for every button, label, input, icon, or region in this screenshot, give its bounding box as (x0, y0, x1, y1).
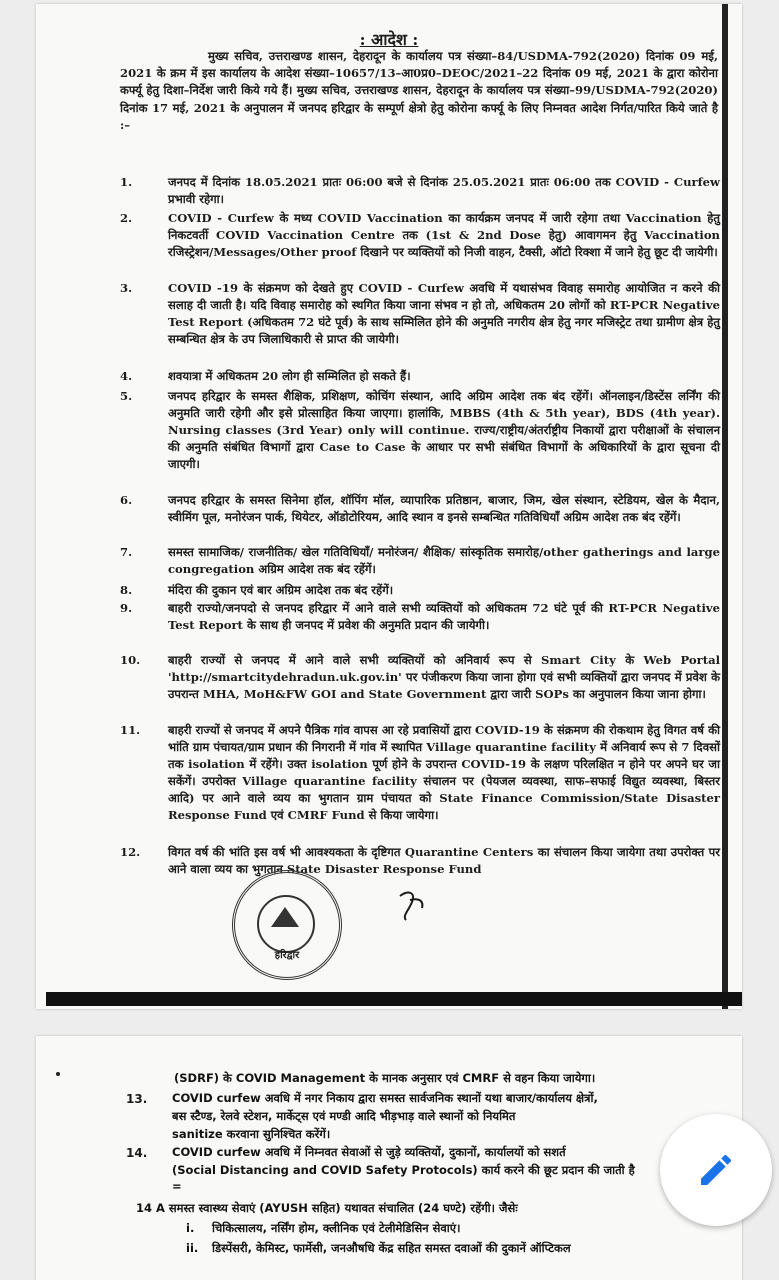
scan-dot (56, 1072, 60, 1076)
item-number: 13. (126, 1092, 148, 1106)
item-text: जनपद हरिद्वार के समस्त शैक्षिक, प्रशिक्षण, कोचिंग संस्थान, आदि अग्रिम आदेश तक बंद रहेंगें। ऑनलाइन/डिस्टेंस लर्निंग की अनुमति जारी रहेगी और इसे प्रोत्साहित किया जाएगा। हालांकि, MBBS (4th & 5th year), BDS (4th year). Nursing classes (3rd Year) only will continue. राज्य/राष्ट्रीय/अंतर्राष्ट्रीय निकायों द्वारा परीक्षाओं के संचालन की अनुमति संबंधित विभागों द्वारा Case to Case के आधार पर सभी संबंधित विभागों के अधिकारियों के द्वारा सूचना दी जाएगी। (168, 389, 720, 471)
page-edge-shadow (722, 4, 728, 1009)
item-number: 12. (120, 845, 141, 859)
seal-city-label: हरिद्वार (274, 950, 300, 961)
item-14-line-1: COVID curfew अवधि में निम्नवत सेवाओं से जुड़े व्यक्तियों, दुकानों, कार्यालयों को सशर्त (172, 1145, 566, 1159)
item-number: 7. (120, 545, 133, 559)
item-number: 3. (120, 281, 133, 295)
item-text: जनपद में दिनांक 18.05.2021 प्रातः 06:00 बजे से दिनांक 25.05.2021 प्रातः 06:00 तक COVID - Curfew प्रभावी रहेगा। (168, 175, 720, 206)
signature-mark (394, 886, 434, 926)
item-14-line-3: = (172, 1179, 182, 1193)
scan-bottom-bar (46, 992, 742, 1006)
item-number: 8. (120, 583, 133, 597)
item-14-line-2: (Social Distancing and COVID Safety Protocols) कार्य करने की छूट प्रदान की जाती है (172, 1163, 635, 1177)
item-13-line-3: sanitize करवाना सुनिश्चित करेंगें। (172, 1127, 331, 1141)
sub-item-number: i. (186, 1221, 195, 1235)
item-number: 4. (120, 369, 133, 383)
item-text: जनपद हरिद्वार के समस्त सिनेमा हॉल, शॉपिंग मॉल, व्यापारिक प्रतिष्ठान, बाजार, जिम, खेल संस्थान, स्टेडियम, खेल के मैदान, स्वीमिंग पूल, मनोरंजन पार्क, थियेटर, ऑडोटोरियम, आदि स्थान व इनसे सम्बन्धित गतिविधियाँ अग्रिम आदेश तक बंद रहेंगें। (168, 493, 720, 524)
official-seal-stamp (232, 870, 342, 980)
order-intro: मुख्य सचिव, उत्तराखण्ड शासन, देहरादून के कार्यालय पत्र संख्या–84/USDMA-792(2020) दिनांक 09 मई, 2021 के क्रम में इस कार्यालय के आदेश संख्या–10657/13–आ0प्र0–DEOC/2021–22 दिनांक 09 मई, 2021 के द्वारा कोरोना कर्फ्यू हेतु दिशा–निर्देश जारी किये गये हैं। मुख्य सचिव, उत्तराखण्ड शासन, देहरादून के कार्यालय पत्र संख्या–99/USDMA-792(2020) दिनांक 17 मई, 2021 के अनुपालन में जनपद हरिद्वार के सम्पूर्ण क्षेत्रो हेतु कोरोना कर्फ्यू के लिए निम्नवत आदेश निर्गत/पारित किये जाते है :– (120, 49, 718, 132)
order-title: : आदेश : (359, 30, 419, 49)
sub-item-number: ii. (186, 1241, 199, 1255)
item-text: बाहरी राज्यो/जनपदो से जनपद हरिद्वार में आने वाले सभी व्यक्तियों को अधिकतम 72 घंटे पूर्व की RT-PCR Negative Test Report के साथ ही जनपद में प्रवेश की अनुमति प्रदान की जायेगी। (168, 601, 720, 632)
item-number: 6. (120, 493, 133, 507)
document-page-2 (36, 1036, 742, 1280)
item-text: समस्त सामाजिक/ राजनीतिक/ खेल गतिविधियाँ/ मनोरंजन/ शैक्षिक/ सांस्कृतिक समारोह/other gatherings and large congregation अग्रिम आदेश तक बंद रहेंगें। (168, 545, 720, 576)
item-number: 1. (120, 175, 133, 189)
edit-pencil-icon (696, 1150, 736, 1190)
item-text: विगत वर्ष की भांति इस वर्ष भी आवश्यकता के दृष्टिगत Quarantine Centers का संचालन किया जायेगा तथा उपरोक्त पर आने वाला व्यय का भुगतान State Disaster Response Fund (168, 845, 720, 876)
seal-emblem-icon (271, 907, 299, 927)
document-page-1 (36, 4, 742, 1009)
item-number: 5. (120, 389, 133, 403)
item-text: COVID -19 के संक्रमण को देखते हुए COVID - Curfew अवधि में यथासंभव विवाह समारोह आयोजित न करने की सलाह दी जाती है। यदि विवाह समारोह को स्थगित किया जाना संभव न हो तो, अधिकतम 20 लोगों को RT-PCR Negative Test Report (अधिकतम 72 घंटे पूर्व) के साथ सम्मिलित होने की अनुमति नगरीय क्षेत्र हेतु नगर मजिस्ट्रेट तथा ग्रामीण क्षेत्र हेतु सम्बन्धित क्षेत्र के उप जिलाधिकारी से प्राप्त की जायेगी। (168, 281, 720, 346)
item-number: 10. (120, 653, 141, 667)
item-14A: 14 A समस्त स्वास्थ्य सेवाएं (AYUSH सहित) यथावत संचालित (24 घण्टे) रहेंगी। जैसेः (136, 1201, 518, 1215)
continuation-line: (SDRF) के COVID Management के मानक अनुसार एवं CMRF से वहन किया जायेगा। (174, 1071, 596, 1085)
item-13-line-1: COVID curfew अवधि में नगर निकाय द्वारा समस्त सार्वजनिक स्थानों यथा बाजार/कार्यालय क्षेत्रों, (172, 1091, 598, 1105)
item-text: मंदिरा की दुकान एवं बार अग्रिम आदेश तक बंद रहेंगें। (168, 583, 394, 597)
item-13-line-2: बस स्टैण्ड, रेलवे स्टेशन, मार्केट्स एवं मण्डी आदि भीड़भाड़ वाले स्थानों को नियमित (172, 1109, 516, 1123)
item-text: बाहरी राज्यों से जनपद में आने वाले सभी व्यक्तियों को अनिवार्य रूप से Smart City के Web Portal 'http://smartcitydehradun.uk.gov.in' पर पंजीकरण किया जाना होगा एवं सभी व्यक्तियों द्वारा जनपद में प्रवेश के उपरान्त MHA, MoH&FW GOI and State Government द्वारा जारी SOPs का अनुपालन किया जाना होगा। (168, 653, 720, 701)
item-number: 14. (126, 1146, 148, 1160)
item-text: COVID - Curfew के मध्य COVID Vaccination का कार्यक्रम जनपद में जारी रहेगा तथा Vaccination हेतु निकटवर्ती COVID Vaccination Centre तक (1st & 2nd Dose हेतु) आवागमन हेतु Vaccination रजिस्ट्रेशन/Messages/Other proof दिखाने पर व्यक्तियों को निजी वाहन, टैक्सी, ऑटो रिक्शा में जाने हेतु छूट दी जायेगी। (168, 211, 720, 259)
sub-item-i: चिकित्सालय, नर्सिंग होम, क्लीनिक एवं टेलीमेडिसिन सेवाएं। (212, 1221, 461, 1235)
sub-item-ii: डिस्पेंसरी, केमिस्ट, फार्मेसी, जनऔषधि केंद्र सहित समस्त दवाओं की दुकानें ऑप्टिकल (212, 1241, 571, 1255)
edit-fab-button[interactable] (660, 1114, 772, 1226)
item-number: 2. (120, 211, 133, 225)
item-number: 9. (120, 601, 133, 615)
item-text: शवयात्रा में अधिकतम 20 लोग ही सम्मिलित हो सकते हैं। (168, 369, 411, 383)
item-number: 11. (120, 723, 141, 737)
item-text: बाहरी राज्यों से जनपद में अपने पैत्रिक गांव वापस आ रहे प्रवासियों द्वारा COVID-19 के संक्रमण की रोकथाम हेतु विगत वर्ष की भांति ग्राम पंचायत/ग्राम प्रधान की निगरानी में गांव में स्थापित Village quarantine facility में अनिवार्य रूप से 7 दिवसों तक isolation में रहेंगे। उक्त isolation पूर्ण होने के उपरान्त COVID-19 के लक्षण परिलक्षित न होने पर अपने घर जा सकेंगें। उपरोक्त Village quarantine facility संचालन पर (पेयजल व्यवस्था, साफ–सफाई विद्युत व्यवस्था, बिस्तर आदि) पर आने वाले व्यय का भुगतान ग्राम पंचायत को State Finance Commission/State Disaster Response Fund एवं CMRF Fund से किया जायेगा। (168, 723, 720, 822)
